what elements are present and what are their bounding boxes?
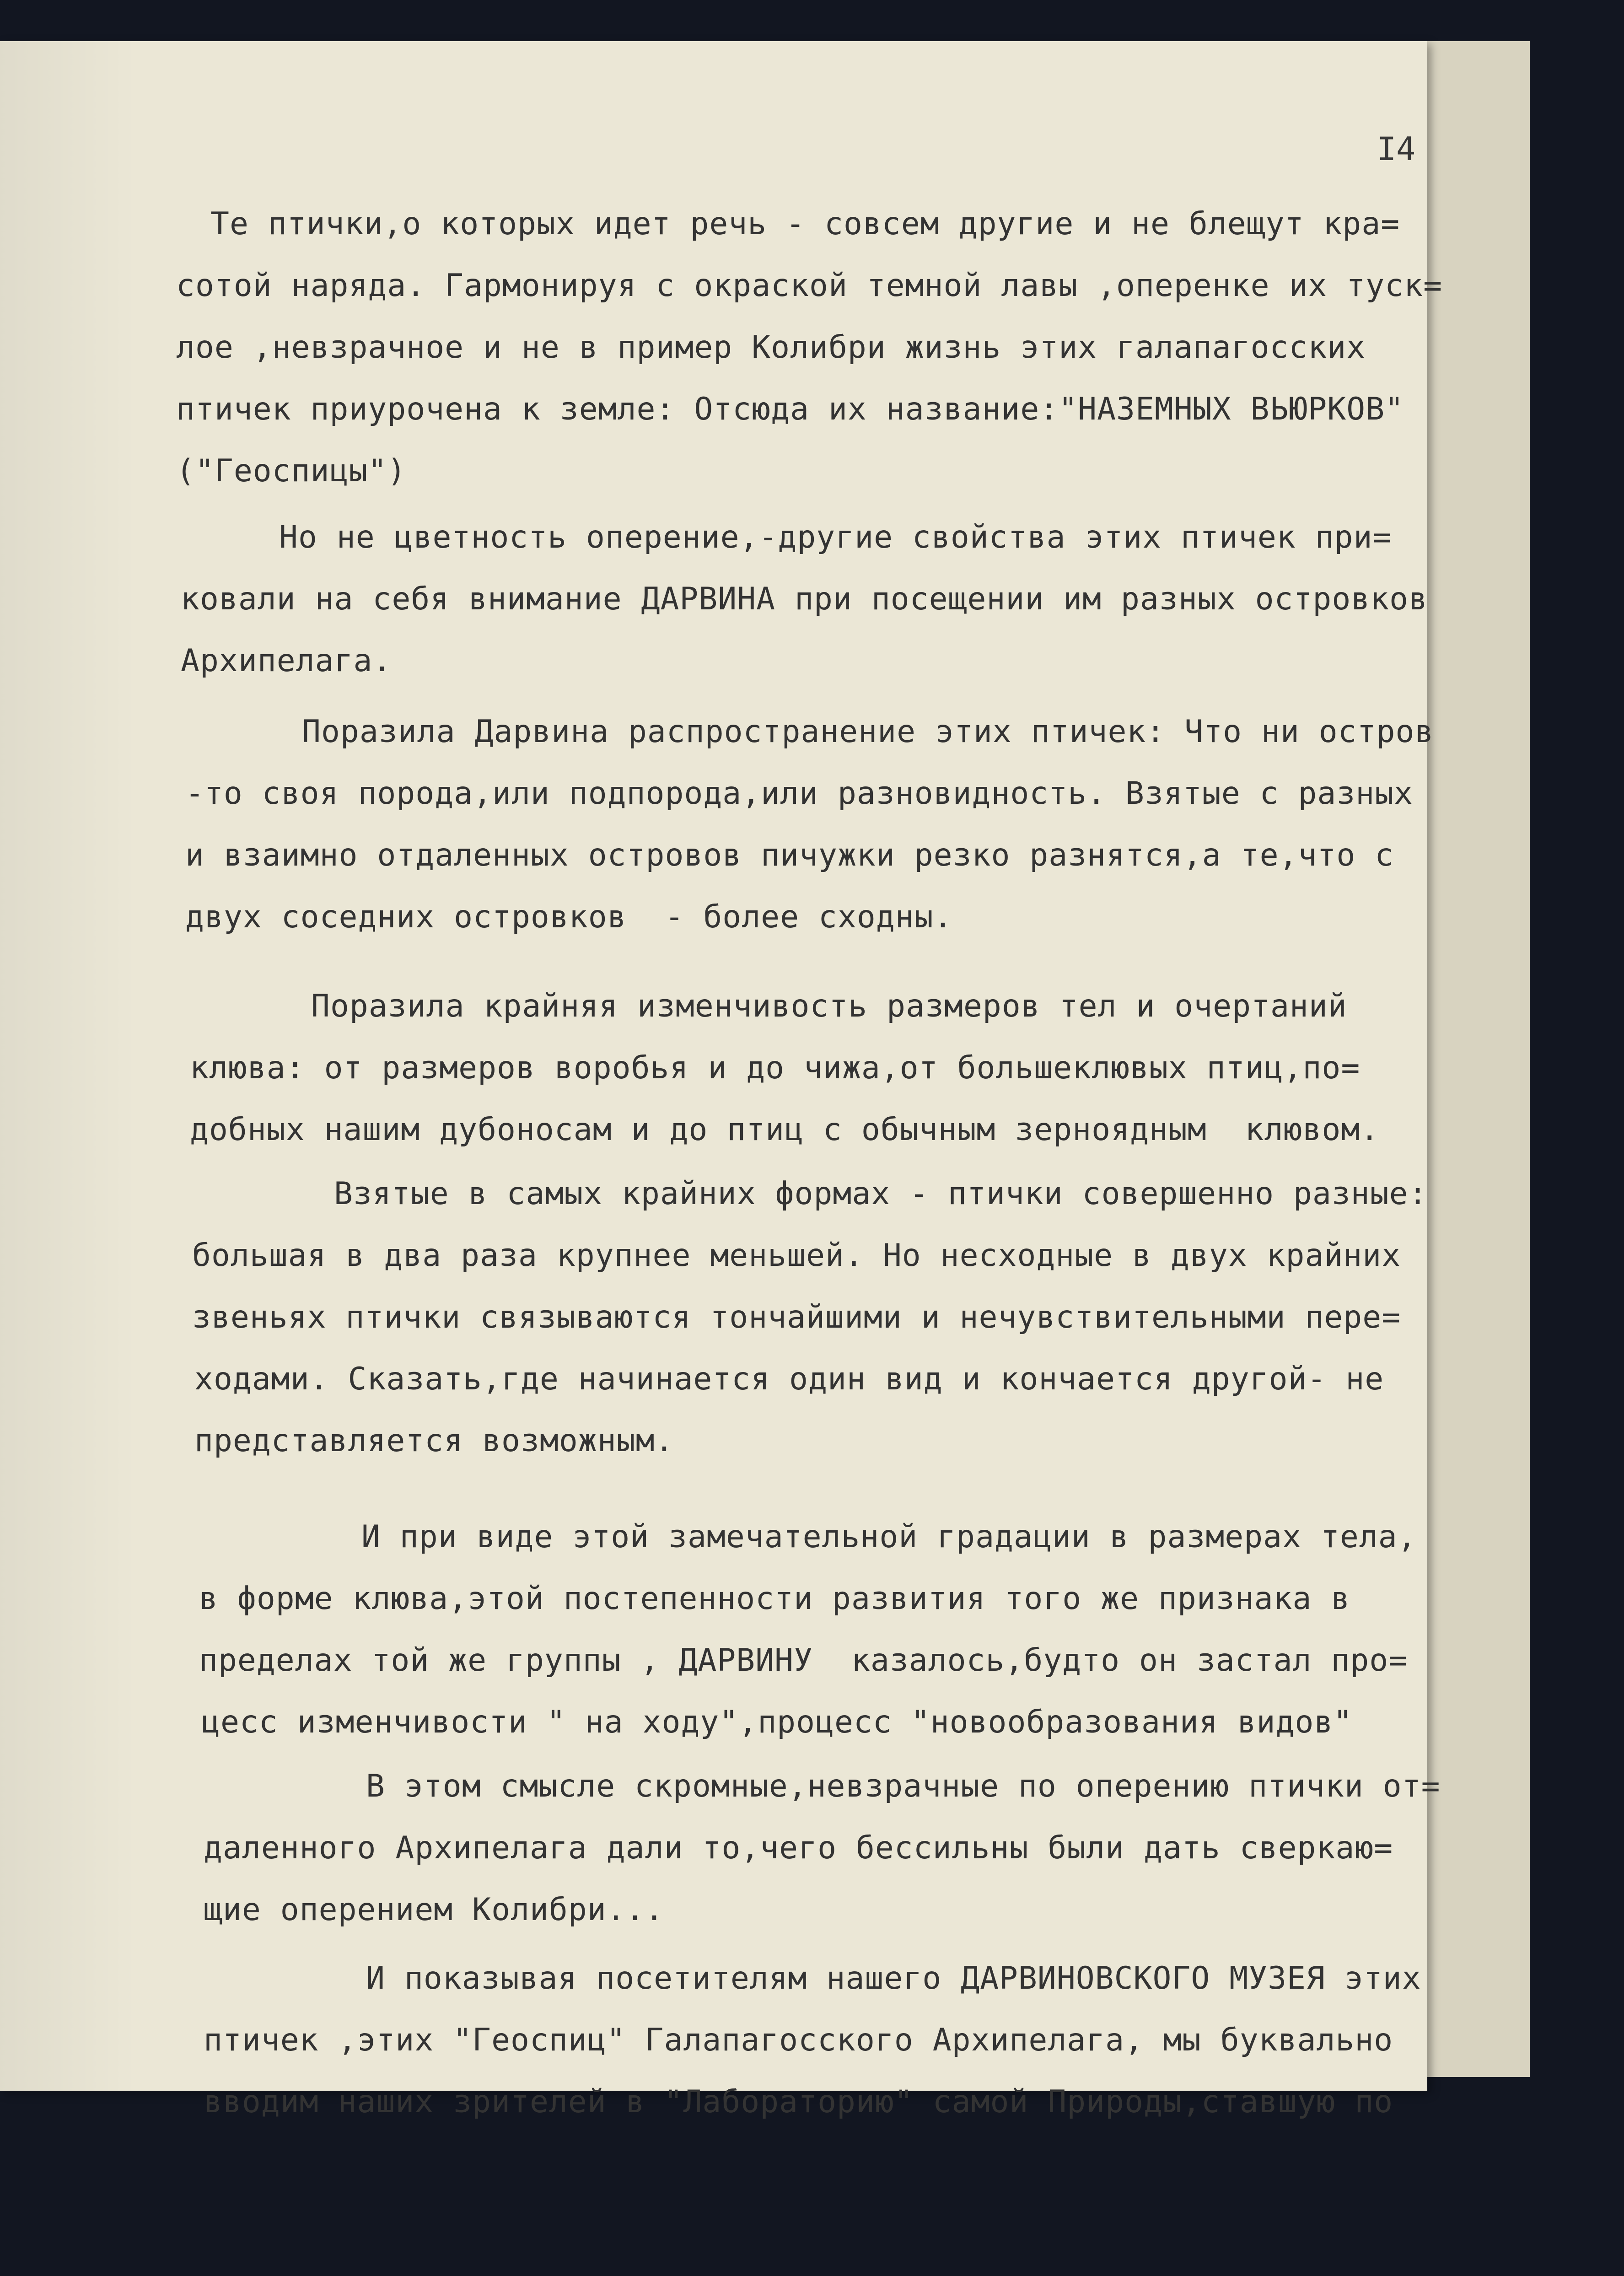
text-line: и взаимно отдаленных островов пичужки резко разнятся,а те,что с [185,837,1394,873]
text-line: цесс изменчивости " на ходу",процесс "новообразования видов" [201,1704,1353,1740]
text-line: ковали на себя внимание ДАРВИНА при посещении им разных островков [181,581,1428,617]
text-line: Но не цветность оперение,-другие свойства этих птичек при= [279,519,1392,555]
page-shadow [0,41,137,2091]
text-line: ("Геоспицы") [176,453,407,489]
text-line: большая в два раза крупнее меньшей. Но несходные в двух крайних [192,1238,1401,1274]
text-line: И при виде этой замечательной градации в размерах тела, [361,1519,1417,1555]
text-line: в форме клюва,этой постепенности развития того же признака в [199,1581,1350,1617]
text-line: Поразила крайняя изменчивость размеров тел и очертаний [311,988,1347,1024]
text-line: сотой наряда. Гармонируя с окраской темной лавы ,оперенке их туск= [176,268,1443,304]
text-line: Те птички,о которых идет речь - совсем другие и не блещут кра= [210,206,1400,242]
text-line: даленного Архипелага дали то,чего бессильны были дать сверкаю= [204,1830,1393,1866]
text-line: двух соседних островков - более сходны. [185,899,953,935]
text-line: птичек приурочена к земле: Отсюда их название:"НАЗЕМНЫХ ВЬЮРКОВ" [176,391,1404,427]
text-line: звеньях птички связываются тончайшими и нечувствительными пере= [192,1299,1401,1335]
text-line: Взятые в самых крайних формах - птички совершенно разные: [334,1176,1428,1212]
text-line: пределах той же группы , ДАРВИНУ казалось,будто он застал про= [199,1642,1408,1679]
text-line: добных нашим дубоносам и до птиц с обычным зерноядным клювом. [190,1112,1380,1148]
text-line: Поразила Дарвина распространение этих птичек: Что ни остров [302,714,1434,750]
text-line: В этом смысле скромные,невзрачные по оперению птички от= [366,1768,1441,1804]
text-line: Архипелага. [181,643,392,679]
text-line: щие оперением Колибри... [204,1892,664,1928]
page-number: I4 [1377,130,1416,168]
text-line: вводим наших зрителей в "Лабораторию" самой Природы,ставшую по [204,2084,1393,2120]
text-line: птичек ,этих "Геоспиц" Галапагосского Архипелага, мы буквально [204,2022,1393,2058]
text-line: И показывая посетителям нашего ДАРВИНОВСКОГО МУЗЕЯ этих [366,1960,1421,1996]
text-line: ходами. Сказать,где начинается один вид и кончается другой- не [194,1361,1384,1397]
text-line: лое ,невзрачное и не в пример Колибри жизнь этих галапагосских [176,329,1366,366]
text-line: -то своя порода,или подпорода,или разновидность. Взятые с разных [185,775,1414,812]
text-line: клюва: от размеров воробья и до чижа,от большеклювых птиц,по= [190,1050,1361,1086]
text-line: представляется возможным. [194,1423,674,1459]
typewritten-page [0,41,1443,2120]
